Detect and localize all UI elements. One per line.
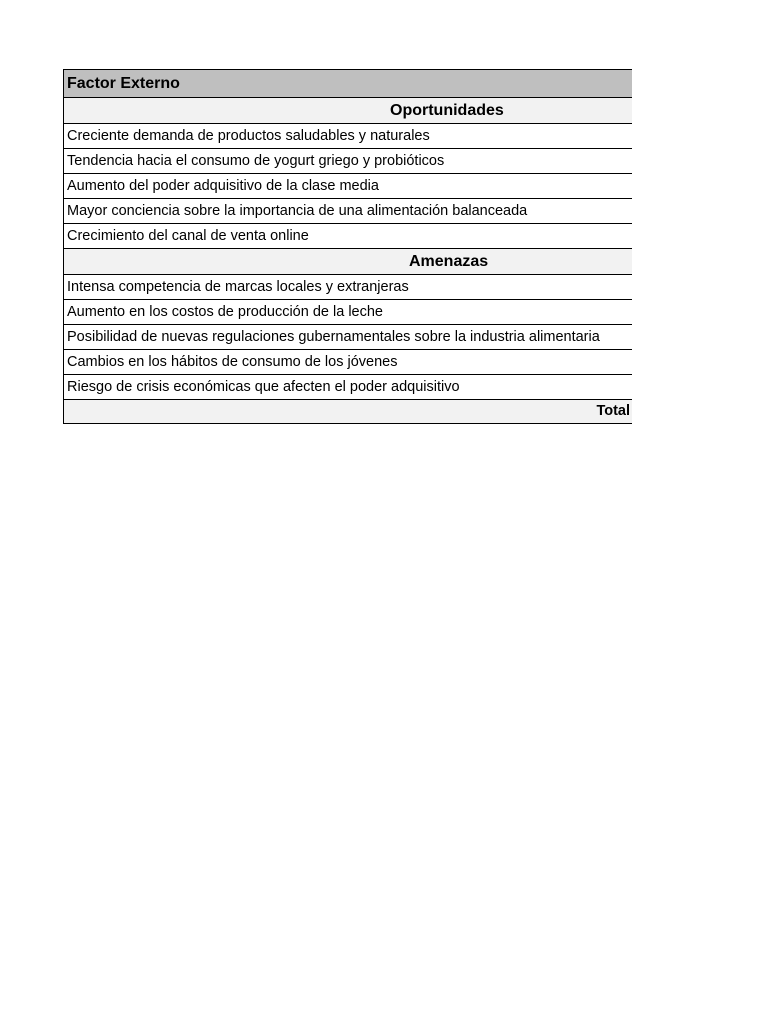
opportunity-row[interactable]: Tendencia hacia el consumo de yogurt griego y probióticos — [64, 149, 632, 174]
section-amenazas[interactable] — [64, 249, 632, 275]
opportunity-row[interactable]: Crecimiento del canal de venta online — [64, 224, 632, 249]
threat-row[interactable]: Aumento en los costos de producción de la leche — [64, 300, 632, 325]
section-title-oportunidades: Oportunidades — [390, 102, 504, 119]
opportunity-row[interactable]: Mayor conciencia sobre la importancia de una alimentación balanceada — [64, 199, 632, 224]
opportunity-row[interactable]: Creciente demanda de productos saludables y naturales — [64, 124, 632, 149]
external-factors-table — [63, 69, 632, 424]
section-title-amenazas: Amenazas — [409, 253, 489, 270]
section-oportunidades[interactable] — [64, 98, 632, 124]
threat-row[interactable]: Intensa competencia de marcas locales y extranjeras — [64, 275, 632, 300]
table-header-factor-externo[interactable]: Factor Externo — [64, 70, 632, 98]
threat-row[interactable]: Riesgo de crisis económicas que afecten el poder adquisitivo — [64, 375, 632, 400]
total-row[interactable]: Total — [64, 400, 632, 424]
threat-row[interactable]: Cambios en los hábitos de consumo de los jóvenes — [64, 350, 632, 375]
threat-row[interactable]: Posibilidad de nuevas regulaciones gubernamentales sobre la industria alimentaria — [64, 325, 632, 350]
opportunity-row[interactable]: Aumento del poder adquisitivo de la clase media — [64, 174, 632, 199]
